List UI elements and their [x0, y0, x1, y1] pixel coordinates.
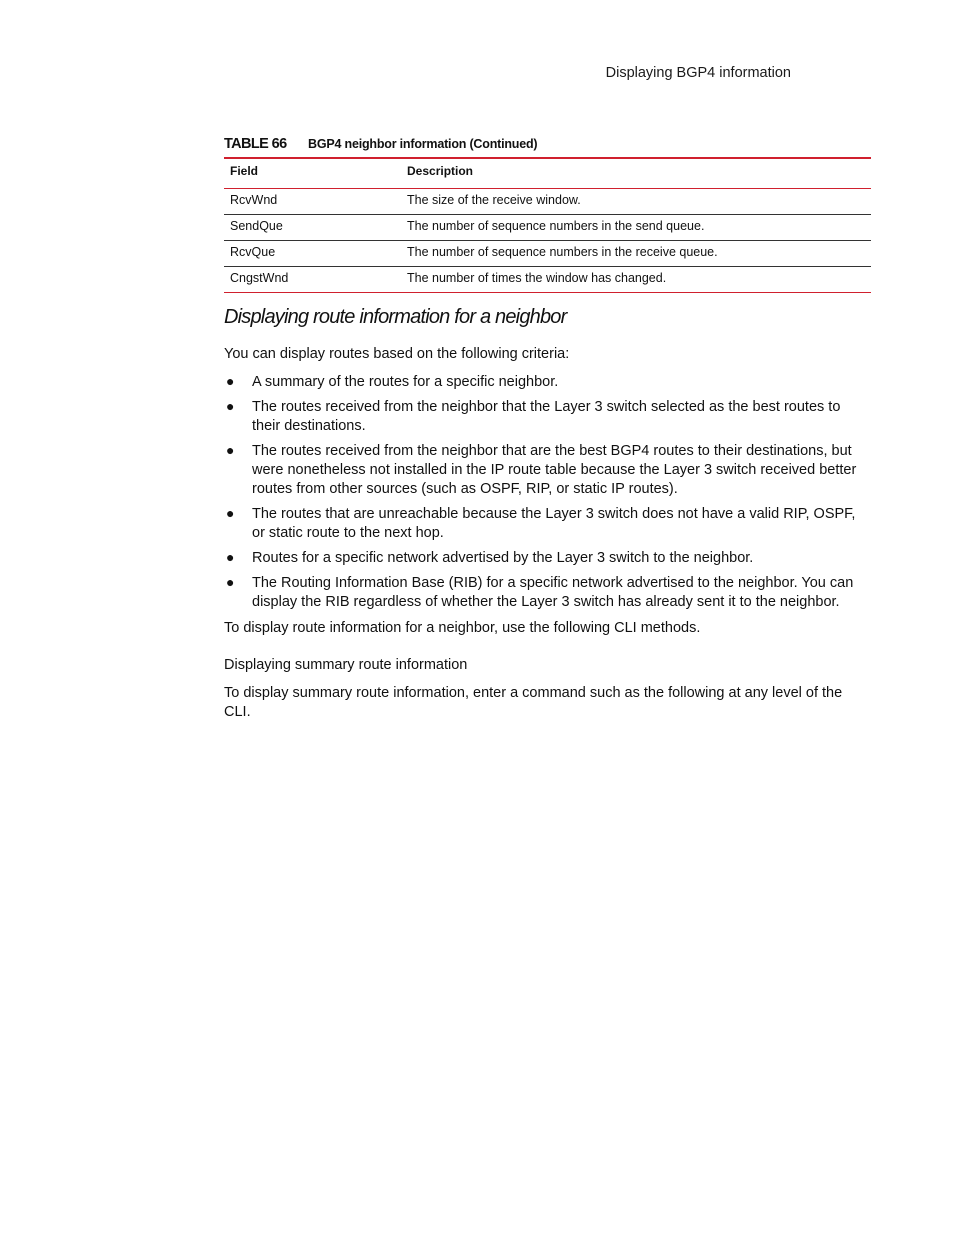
table-row — [224, 215, 871, 241]
list-item: ● The Routing Information Base (RIB) for a specific network advertised to the neighbor. You can display the RIB regardless of whether the Layer 3 switch has already sent it to the neighbor. — [226, 574, 854, 610]
list-item: ● The routes that are unreachable because the Layer 3 switch does not have a valid RIP, OSPF, or static route to the next hop. — [226, 505, 856, 541]
field-cell: SendQue — [230, 219, 283, 233]
table-title: BGP4 neighbor information (Continued) — [308, 137, 538, 151]
bullet-icon: ● — [226, 505, 235, 521]
description-cell: The number of times the window has changed. — [407, 271, 667, 285]
criteria-list — [224, 373, 872, 618]
list-item: ● Routes for a specific network advertised by the Layer 3 switch to the neighbor. — [226, 549, 754, 566]
bullet-icon: ● — [226, 442, 235, 458]
description-cell: The size of the receive window. — [407, 193, 581, 207]
subsection-heading: Displaying summary route information — [224, 657, 468, 673]
outro-paragraph: To display route information for a neighbor, use the following CLI methods. — [224, 620, 701, 636]
column-header-description: Description — [407, 163, 474, 178]
running-header: Displaying BGP4 information — [605, 65, 791, 81]
section-heading: Displaying route information for a neighbor — [224, 306, 567, 328]
intro-paragraph: You can display routes based on the following criteria: — [224, 346, 570, 362]
bullet-icon: ● — [226, 398, 235, 414]
subsection-paragraph: To display summary route information, enter a command such as the following at any level of the CLI. — [224, 685, 843, 720]
bullet-icon: ● — [226, 574, 235, 590]
bullet-icon: ● — [226, 549, 235, 565]
bgp4-neighbor-table — [224, 157, 871, 293]
list-item: ● A summary of the routes for a specific neighbor. — [226, 373, 559, 390]
bullet-icon: ● — [226, 373, 235, 389]
field-cell: RcvQue — [230, 245, 276, 259]
table-row — [224, 267, 871, 293]
list-item: ● The routes received from the neighbor that are the best BGP4 routes to their destinations, but were nonetheless not installed in the IP route table because the Layer 3 switch received better routes from other sources (such as OSPF, RIP, or static IP routes). — [226, 442, 857, 497]
description-cell: The number of sequence numbers in the receive queue. — [407, 245, 718, 259]
table-header-row — [224, 158, 871, 189]
table-row — [224, 241, 871, 267]
column-header-field: Field — [230, 163, 259, 178]
field-cell: RcvWnd — [230, 193, 278, 207]
table-caption — [224, 136, 871, 152]
list-item: ● The routes received from the neighbor that the Layer 3 switch selected as the best routes to their destinations. — [226, 398, 841, 434]
table-row — [224, 189, 871, 215]
description-cell: The number of sequence numbers in the send queue. — [407, 219, 705, 233]
table-number: TABLE 66 — [224, 136, 287, 152]
field-cell: CngstWnd — [230, 271, 289, 285]
